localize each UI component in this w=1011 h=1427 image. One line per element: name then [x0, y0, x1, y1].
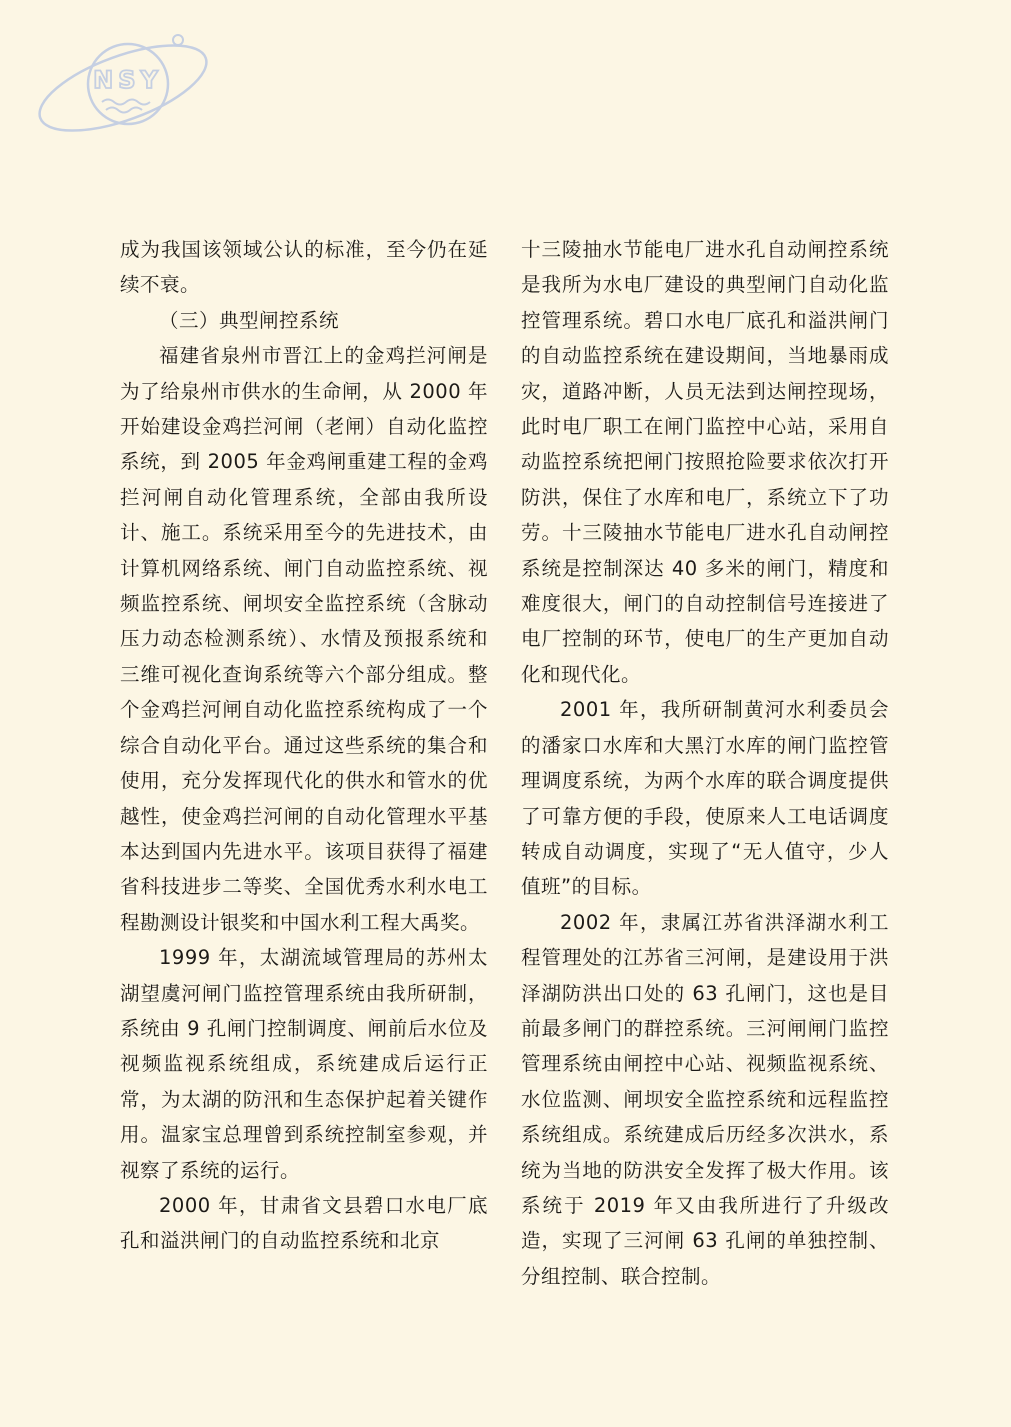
nsy-logo — [28, 26, 218, 136]
logo-text: NSY — [93, 66, 163, 94]
paragraph-taihu-1999: 1999 年，太湖流域管理局的苏州太湖望虞河闸门监控管理系统由我所研制，系统由 9 孔闸门控制调度、闸前后水位及视频监视系统组成，系统建成后运行正常，为太湖的防汛和生态保护起着关键作用。温家宝总理曾到系统控制室参观，并视察了系统的运行。 — [120, 946, 488, 1182]
paragraph-continuation: 成为我国该领域公认的标准，至今仍在延续不衰。 — [120, 238, 488, 297]
section-heading: （三）典型闸控系统 — [159, 308, 340, 332]
paragraph-jinji-gate: 福建省泉州市晋江上的金鸡拦河闸是为了给泉州市供水的生命闸，从 2000 年开始建设金鸡拦河闸（老闸）自动化监控系统，到 2005 年金鸡闸重建工程的金鸡拦河闸自动化管理系统，全部由我所设计、施工。系统采用至今的先进技术，由计算机网络系统、闸门自动监控系统、视频监控系统、闸坝安全监控系统（含脉动压力动态检测系统）、水情及预报系统和三维可视化查询系统等六个部分组成。整个金鸡拦河闸自动化监控系统构成了一个综合自动化平台。通过这些系统的集合和使用，充分发挥现代化的供水和管水的优越性，使金鸡拦河闸的自动化管理水平基本达到国内先进水平。该项目获得了福建省科技进步二等奖、全国优秀水利水电工程勘测设计银奖和中国水利工程大禹奖。 — [120, 344, 488, 934]
left-column — [120, 232, 488, 1259]
paragraph-sanhe-2002: 2002 年，隶属江苏省洪泽湖水利工程管理处的江苏省三河闸，是建设用于洪泽湖防洪出口处的 63 孔闸门，这也是目前最多闸门的群控系统。三河闸闸门监控管理系统由闸控中心站、视频监视系统、水位监测、闸坝安全监控系统和远程监控系统组成。系统建成后历经多次洪水，系统为当地的防洪安全发挥了极大作用。该系统于 2019 年又由我所进行了升级改造，实现了三河闸 63 孔闸的单独控制、分组控制、联合控制。 — [521, 910, 889, 1288]
paragraph-bikou-2000: 2000 年，甘肃省文县碧口水电厂底孔和溢洪闸门的自动监控系统和北京 — [120, 1193, 488, 1253]
paragraph-panjiakou-2001: 2001 年，我所研制黄河水利委员会的潘家口水库和大黑汀水库的闸门监控管理调度系统，为两个水库的联合调度提供了可靠方便的手段，使原来人工电话调度转成自动调度，实现了“无人值守，少人值班”的目标。 — [521, 698, 889, 899]
right-column — [521, 232, 889, 1294]
paragraph-shisanling: 十三陵抽水节能电厂进水孔自动闸控系统是我所为水电厂建设的典型闸门自动化监控管理系统。碧口水电厂底孔和溢洪闸门的自动监控系统在建设期间，当地暴雨成灾，道路冲断，人员无法到达闸控现场，此时电厂职工在闸门监控中心站，采用自动监控系统把闸门按照抢险要求依次打开防洪，保住了水库和电厂，系统立下了功劳。十三陵抽水节能电厂进水孔自动闸控系统是控制深达 40 多米的闸门，精度和难度很大，闸门的自动控制信号连接进了电厂控制的环节，使电厂的生产更加自动化和现代化。 — [521, 238, 889, 686]
